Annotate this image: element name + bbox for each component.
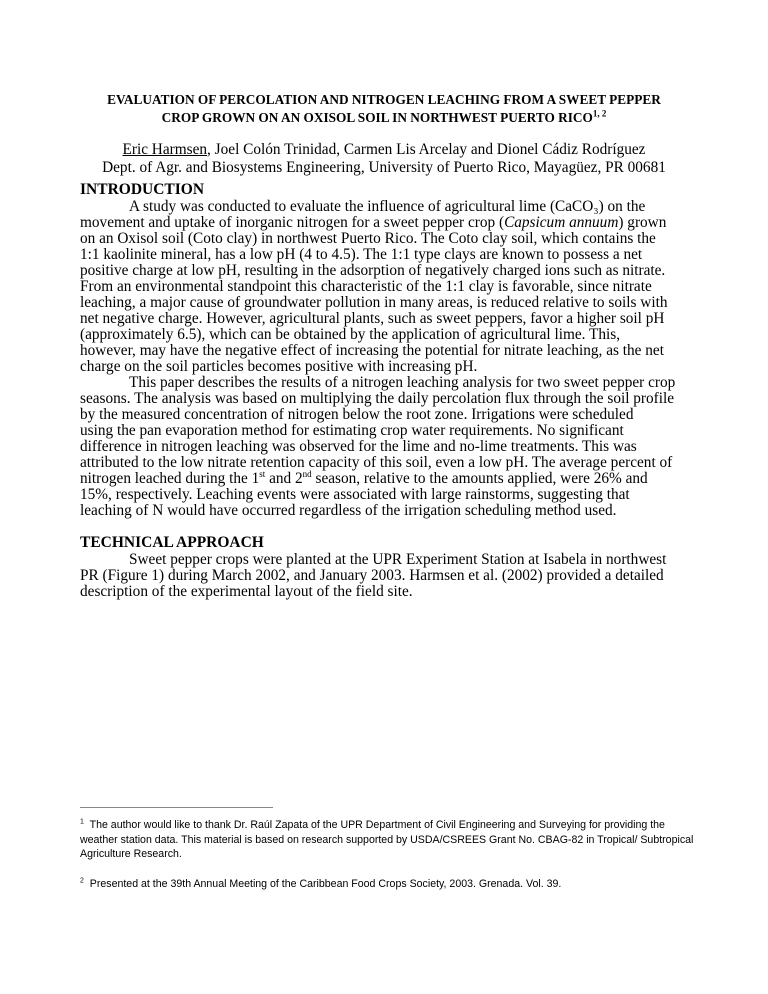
footnote-1 bbox=[80, 819, 665, 831]
intro-line: on an Oxisol soil (Coto clay) in northwest Puerto Rico. The Coto clay soil, which contains the bbox=[80, 230, 656, 247]
approach-line: Sweet pepper crops were planted at the UPR Experiment Station at Isabela in northwest bbox=[129, 551, 667, 568]
intro-line: 1:1 kaolinite mineral, has a low pH (4 to 4.5). The 1:1 type clays are known to possess a net bbox=[80, 246, 643, 263]
intro-line: (approximately 6.5), which can be obtained by the application of agricultural lime. This, bbox=[80, 326, 621, 343]
text: season, relative to the amounts applied, were 26% and bbox=[311, 470, 648, 487]
text: Presented at the 39th Annual Meeting of the Caribbean Food Crops Society, 2003. Grenada. Vol. 39. bbox=[89, 878, 562, 890]
intro-line: This paper describes the results of a nitrogen leaching analysis for two sweet pepper crop bbox=[129, 374, 676, 391]
footnote-number: 2 bbox=[80, 877, 84, 885]
title-line-2 bbox=[0, 110, 768, 126]
intro-line: using the pan evaporation method for estimating crop water requirements. No significant bbox=[80, 422, 624, 439]
footnote-2 bbox=[80, 878, 561, 890]
footnote-1-line: Agriculture Research. bbox=[80, 848, 182, 860]
authors bbox=[0, 141, 768, 159]
footnote-1-line: weather station data. This material is based on research supported by USDA/CSREES Grant No. CBAG-82 in Tropical/ Subtropical bbox=[80, 834, 694, 846]
approach-line: PR (Figure 1) during March 2002, and January 2003. Harmsen et al. (2002) provided a detailed bbox=[80, 567, 664, 584]
intro-line: positive charge at low pH, resulting in the adsorption of negatively charged ions such as nitrate. bbox=[80, 262, 666, 279]
title-line-1: EVALUATION OF PERCOLATION AND NITROGEN LEACHING FROM A SWEET PEPPER bbox=[107, 92, 661, 107]
text: and 2 bbox=[265, 470, 303, 487]
species-name: Capsicum annuum bbox=[504, 214, 619, 231]
affiliation: Dept. of Agr. and Biosystems Engineering, University of Puerto Rico, Mayagüez, PR 00681 bbox=[102, 159, 666, 176]
intro-line: charge on the soil particles becomes positive with increasing pH. bbox=[80, 358, 478, 375]
other-authors: , Joel Colón Trinidad, Carmen Lis Arcelay and Dionel Cádiz Rodríguez bbox=[207, 141, 646, 158]
text: The author would like to thank Dr. Raúl Zapata of the UPR Department of Civil Engineering and Surveying for providing the bbox=[89, 819, 665, 831]
superscript: st bbox=[259, 468, 266, 479]
superscript: nd bbox=[302, 468, 312, 479]
intro-heading: INTRODUCTION bbox=[80, 181, 205, 198]
approach-line: description of the experimental layout of the field site. bbox=[80, 583, 413, 600]
intro-line: A study was conducted to evaluate the influence of agricultural lime (CaCO₃) on the bbox=[129, 198, 646, 215]
text: nitrogen leached during the 1 bbox=[80, 470, 260, 487]
intro-line: attributed to the low nitrate retention capacity of this soil, even a low pH. The average percent of bbox=[80, 454, 673, 471]
text: movement and uptake of inorganic nitrogen for a sweet pepper crop ( bbox=[80, 214, 505, 231]
intro-line: however, may have the negative effect of increasing the potential for nitrate leaching, as the net bbox=[80, 342, 664, 359]
footnote-separator bbox=[80, 807, 273, 808]
intro-line: by the measured concentration of nitrogen below the root zone. Irrigations were scheduled bbox=[80, 406, 634, 423]
intro-line: From an environmental standpoint this characteristic of the 1:1 clay is favorable, since nitrate bbox=[80, 278, 652, 295]
text: ) grown bbox=[618, 214, 667, 231]
intro-line: leaching, a major cause of groundwater pollution in many areas, is reduced relative to soils with bbox=[80, 294, 668, 311]
intro-line: 15%, respectively. Leaching events were associated with large rainstorms, suggesting that bbox=[80, 486, 630, 503]
footnote-number: 1 bbox=[80, 818, 84, 826]
intro-line: leaching of N would have occurred regardless of the irrigation scheduling method used. bbox=[80, 502, 617, 519]
intro-line: difference in nitrogen leaching was observed for the lime and no-lime treatments. This was bbox=[80, 438, 637, 455]
title-text: CROP GROWN ON AN OXISOL SOIL IN NORTHWEST PUERTO RICO bbox=[161, 110, 593, 125]
approach-heading: TECHNICAL APPROACH bbox=[80, 534, 264, 551]
intro-line: net negative charge. However, agricultural plants, such as sweet peppers, favor a higher soil pH bbox=[80, 310, 665, 327]
intro-line: seasons. The analysis was based on multiplying the daily percolation flux through the soil profile bbox=[80, 390, 675, 407]
lead-author-link[interactable]: Eric Harmsen bbox=[122, 141, 208, 158]
title-footnote-refs: 1, 2 bbox=[592, 108, 607, 119]
